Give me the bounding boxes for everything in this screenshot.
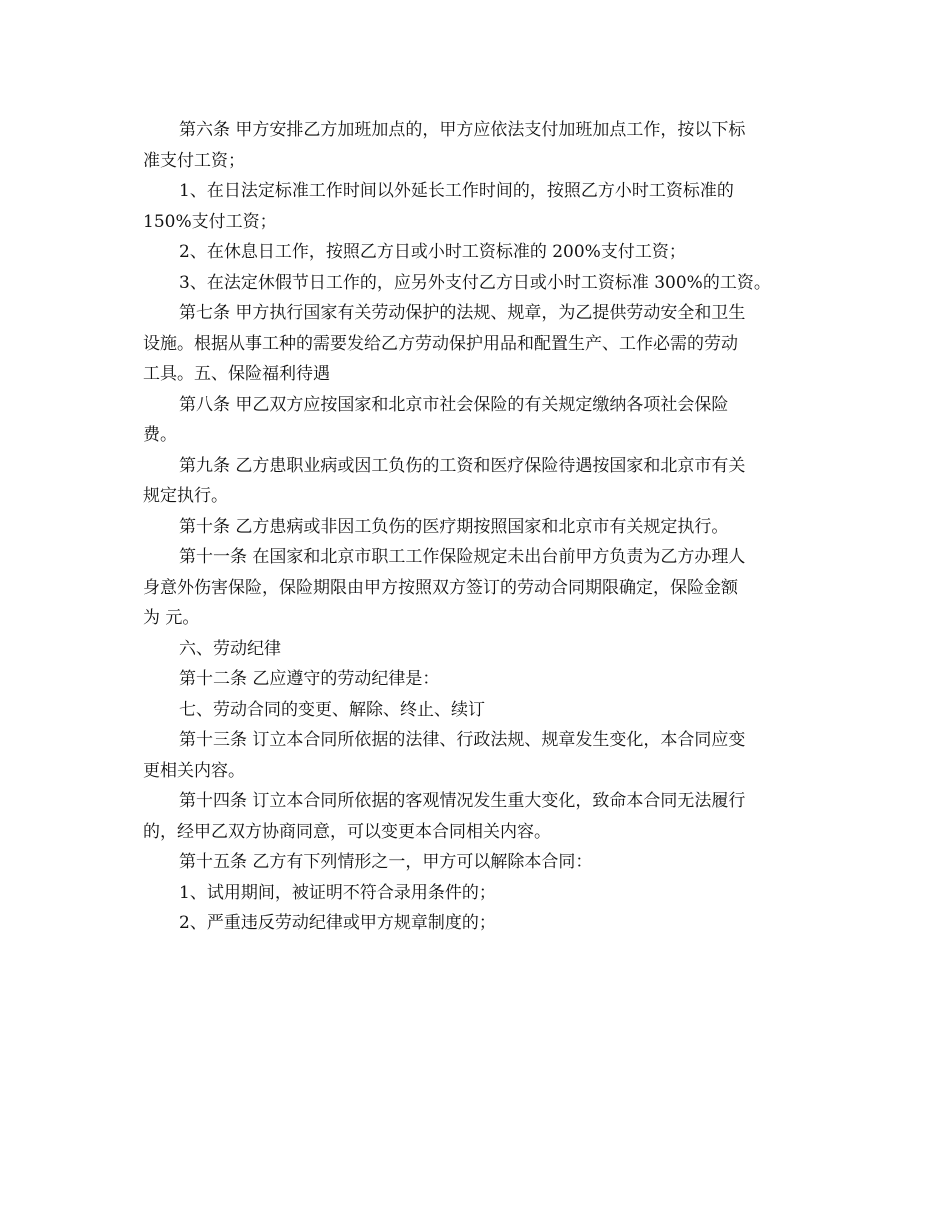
text-line: 2、严重违反劳动纪律或甲方规章制度的； bbox=[179, 913, 496, 933]
text-line: 第九条 乙方患职业病或因工负伤的工资和医疗保险待遇按国家和北京市有关 bbox=[179, 455, 746, 476]
text-line: 3、在法定休假节日工作的，应另外支付乙方日或小时工资标准 300%的工资。 bbox=[179, 272, 771, 293]
text-line: 2、在休息日工作，按照乙方日或小时工资标准的 200%支付工资； bbox=[179, 242, 686, 262]
document-page bbox=[143, 115, 807, 939]
text-line: 150%支付工资； bbox=[143, 211, 277, 232]
text-line: 第十条 乙方患病或非因工负伤的医疗期按照国家和北京市有关规定执行。 bbox=[179, 516, 729, 537]
text-line: 第六条 甲方安排乙方加班加点的，甲方应依法支付加班加点工作，按以下标 bbox=[179, 120, 746, 140]
text-line: 1、在日法定标准工作时间以外延长工作时间的，按照乙方小时工资标准的 bbox=[179, 181, 734, 201]
text-line: 第十一条 在国家和北京市职工工作保险规定未出台前甲方负责为乙方办理人 bbox=[179, 547, 746, 567]
text-line: 更相关内容。 bbox=[143, 760, 245, 781]
text-line: 工具。五、保险福利待遇 bbox=[143, 364, 330, 384]
text-line: 费。 bbox=[143, 425, 177, 445]
text-line: 设施。根据从事工种的需要发给乙方劳动保护用品和配置生产、工作必需的劳动 bbox=[143, 333, 738, 354]
text-line: 第十四条 订立本合同所依据的客观情况发生重大变化，致命本合同无法履行 bbox=[179, 791, 746, 811]
text-line: 的，经甲乙双方协商同意，可以变更本合同相关内容。 bbox=[143, 821, 551, 842]
text-line: 身意外伤害保险，保险期限由甲方按照双方签订的劳动合同期限确定，保险金额 bbox=[143, 577, 738, 598]
text-line: 第八条 甲乙双方应按国家和北京市社会保险的有关规定缴纳各项社会保险 bbox=[179, 394, 729, 415]
text-line: 第十三条 订立本合同所依据的法律、行政法规、规章发生变化，本合同应变 bbox=[179, 730, 746, 750]
text-line: 七、劳动合同的变更、解除、终止、续订 bbox=[179, 699, 485, 720]
text-line: 为 元。 bbox=[143, 608, 200, 628]
text-line: 第七条 甲方执行国家有关劳动保护的法规、规章，为乙提供劳动安全和卫生 bbox=[179, 303, 746, 323]
text-line: 规定执行。 bbox=[143, 486, 228, 506]
text-line: 1、试用期间，被证明不符合录用条件的； bbox=[179, 882, 496, 903]
text-line: 第十五条 乙方有下列情形之一，甲方可以解除本合同： bbox=[179, 852, 593, 872]
text-line: 六、劳动纪律 bbox=[179, 638, 281, 659]
text-line: 第十二条 乙应遵守的劳动纪律是： bbox=[179, 669, 440, 689]
text-line: 准支付工资； bbox=[143, 150, 245, 171]
